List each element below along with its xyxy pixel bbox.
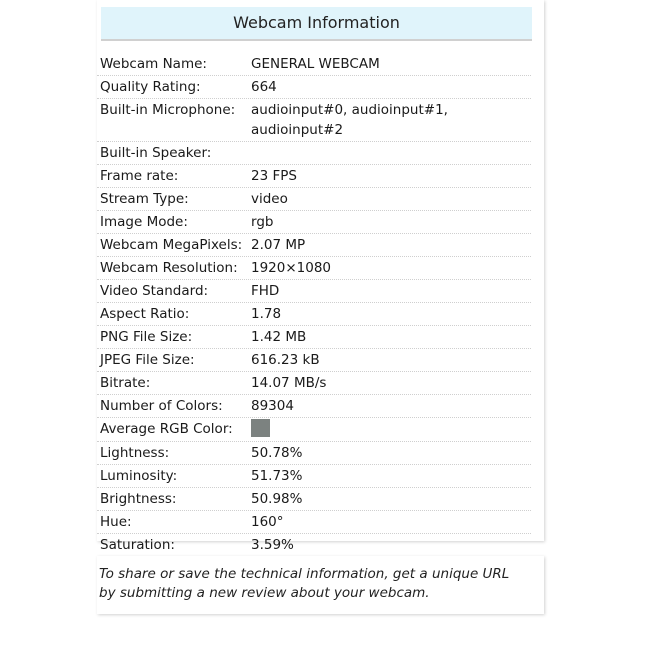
row-label: PNG File Size: (100, 329, 193, 345)
row-value: 1920×1080 (251, 260, 332, 276)
row-label: Average RGB Color: (100, 421, 233, 437)
table-row (97, 395, 531, 418)
row-label: Webcam MegaPixels: (100, 237, 243, 253)
row-label: Webcam Resolution: (100, 260, 238, 276)
table-row (97, 488, 531, 511)
row-label: Stream Type: (100, 191, 189, 207)
row-label: Aspect Ratio: (100, 306, 190, 322)
row-label: Luminosity: (100, 468, 178, 484)
row-value: 664 (251, 79, 277, 95)
row-label: Built-in Microphone: (100, 102, 236, 118)
table-row (97, 280, 531, 303)
table-row (97, 165, 531, 188)
share-note-line: by submitting a new review about your webcam. (99, 585, 430, 601)
row-label: Image Mode: (100, 214, 188, 230)
table-row (97, 418, 531, 442)
table-row (97, 188, 531, 211)
row-value: 616.23 kB (251, 352, 320, 368)
row-value: 23 FPS (251, 168, 297, 184)
row-label: Built-in Speaker: (100, 145, 212, 161)
average-color-swatch (251, 419, 270, 437)
row-value: rgb (251, 214, 274, 230)
table-row (97, 465, 531, 488)
webcam-info-panel (97, 0, 544, 553)
row-value: 89304 (251, 398, 294, 414)
row-label: Number of Colors: (100, 398, 223, 414)
table-row (97, 211, 531, 234)
row-label: Bitrate: (100, 375, 151, 391)
row-label: Saturation: (100, 537, 175, 553)
row-label: Frame rate: (100, 168, 179, 184)
table-row (97, 142, 531, 165)
row-value: 2.07 MP (251, 237, 306, 253)
table-row (97, 534, 531, 557)
row-value (251, 419, 531, 440)
table-row (97, 442, 531, 465)
row-label: Webcam Name: (100, 56, 207, 72)
row-label: Video Standard: (100, 283, 209, 299)
info-table (97, 53, 531, 557)
row-value: GENERAL WEBCAM (251, 56, 380, 72)
row-label: Brightness: (100, 491, 177, 507)
row-value: video (251, 191, 288, 207)
row-value: 14.07 MB/s (251, 375, 327, 391)
panel-title: Webcam Information (101, 7, 532, 41)
row-value: 51.73% (251, 468, 303, 484)
row-value: audioinput#0, audioinput#1, audioinput#2 (251, 102, 448, 138)
table-row (97, 257, 531, 280)
row-label: JPEG File Size: (100, 352, 195, 368)
table-row (97, 234, 531, 257)
table-row (97, 372, 531, 395)
row-value: 50.78% (251, 445, 303, 461)
row-label: Quality Rating: (100, 79, 201, 95)
row-value (251, 143, 531, 163)
row-value: 1.78 (251, 306, 282, 322)
table-row (97, 99, 531, 142)
row-value: 50.98% (251, 491, 303, 507)
table-row (97, 511, 531, 534)
table-row (97, 349, 531, 372)
row-value: 3.59% (251, 537, 294, 553)
row-value: 1.42 MB (251, 329, 307, 345)
share-note (97, 556, 544, 614)
table-row (97, 303, 531, 326)
share-note-line: To share or save the technical information, get a unique URL (99, 566, 510, 582)
table-row (97, 326, 531, 349)
row-label: Lightness: (100, 445, 170, 461)
table-row (97, 53, 531, 76)
row-value: FHD (251, 283, 280, 299)
row-value: 160° (251, 514, 284, 530)
table-row (97, 76, 531, 99)
row-label: Hue: (100, 514, 132, 530)
